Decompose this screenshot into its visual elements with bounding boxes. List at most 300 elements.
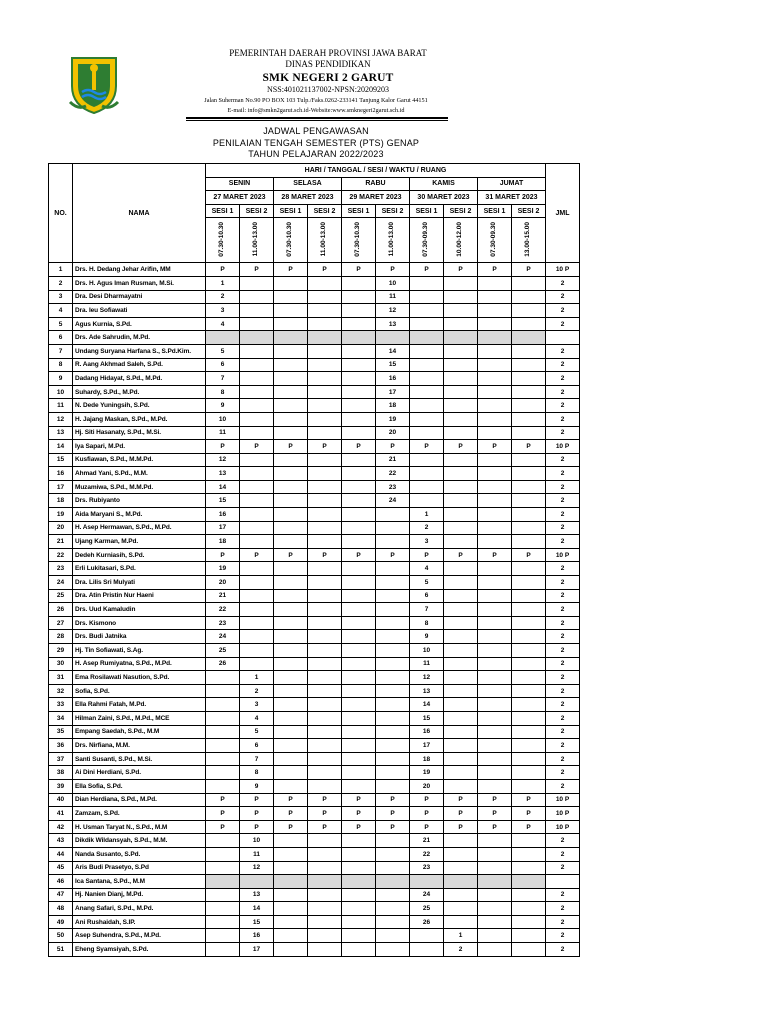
row-number: 11 <box>49 399 73 413</box>
session-cell <box>240 508 274 522</box>
session-cell <box>512 834 546 848</box>
session-cell <box>444 304 478 318</box>
session-cell <box>342 888 376 902</box>
time-label: 07.30-10.30 <box>218 222 226 257</box>
session-cell <box>512 725 546 739</box>
jawa-barat-emblem-icon <box>68 56 120 114</box>
letterhead-rule-thin <box>186 120 448 121</box>
table-row <box>49 453 580 467</box>
session-cell <box>206 875 240 889</box>
session-cell <box>342 616 376 630</box>
session-cell <box>376 847 410 861</box>
title-line-3: TAHUN PELAJARAN 2022/2023 <box>248 149 384 160</box>
session-cell <box>274 698 308 712</box>
session-header: SESI 2 <box>308 204 342 218</box>
session-cell <box>274 834 308 848</box>
session-cell: 25 <box>410 902 444 916</box>
total-cell: 2 <box>546 399 580 413</box>
session-cell: 7 <box>206 372 240 386</box>
session-cell <box>478 344 512 358</box>
session-cell <box>308 385 342 399</box>
session-cell: P <box>444 807 478 821</box>
session-cell: 12 <box>206 453 240 467</box>
session-cell <box>478 331 512 345</box>
session-cell: P <box>444 263 478 277</box>
session-cell <box>240 276 274 290</box>
session-cell <box>478 657 512 671</box>
session-cell: 14 <box>376 344 410 358</box>
supervisor-name: Kusfiawan, S.Pd., M.M.Pd. <box>73 453 206 467</box>
session-cell <box>308 358 342 372</box>
session-cell <box>444 847 478 861</box>
table-row <box>49 412 580 426</box>
session-cell <box>342 902 376 916</box>
session-cell: 2 <box>206 290 240 304</box>
session-cell <box>240 372 274 386</box>
session-cell <box>274 562 308 576</box>
session-cell: 7 <box>410 603 444 617</box>
session-cell: 12 <box>376 304 410 318</box>
time-label: 07.30-10.30 <box>286 222 294 257</box>
session-cell <box>478 603 512 617</box>
session-cell: P <box>240 807 274 821</box>
session-cell <box>308 276 342 290</box>
row-number: 4 <box>49 304 73 318</box>
session-cell <box>240 875 274 889</box>
session-cell <box>308 875 342 889</box>
row-number: 33 <box>49 698 73 712</box>
session-cell <box>342 779 376 793</box>
session-cell <box>512 779 546 793</box>
table-row <box>49 725 580 739</box>
session-cell: 24 <box>206 630 240 644</box>
table-row <box>49 508 580 522</box>
total-cell: 2 <box>546 521 580 535</box>
session-cell <box>512 888 546 902</box>
session-cell <box>376 562 410 576</box>
session-cell <box>342 725 376 739</box>
row-number: 38 <box>49 766 73 780</box>
row-number: 28 <box>49 630 73 644</box>
session-cell <box>342 752 376 766</box>
session-cell <box>342 344 376 358</box>
total-cell: 2 <box>546 929 580 943</box>
supervisor-name: Dadang Hidayat, S.Pd., M.Pd. <box>73 372 206 386</box>
time-header <box>206 218 240 263</box>
session-cell <box>308 671 342 685</box>
session-cell <box>308 725 342 739</box>
session-cell <box>512 385 546 399</box>
total-cell: 2 <box>546 861 580 875</box>
session-header: SESI 1 <box>206 204 240 218</box>
session-cell: 11 <box>376 290 410 304</box>
session-cell: 16 <box>240 929 274 943</box>
session-cell <box>478 426 512 440</box>
day-header: RABU <box>342 177 410 191</box>
session-cell: P <box>512 263 546 277</box>
session-cell <box>206 888 240 902</box>
table-row <box>49 902 580 916</box>
session-cell: P <box>308 548 342 562</box>
session-cell <box>240 603 274 617</box>
supervisor-name: Zamzam, S.Pd. <box>73 807 206 821</box>
time-label: 07.30-10.30 <box>354 222 362 257</box>
supervisor-name: Aris Budi Prasetyo, S.Pd <box>73 861 206 875</box>
total-cell: 2 <box>546 535 580 549</box>
time-header <box>274 218 308 263</box>
session-header: SESI 2 <box>512 204 546 218</box>
row-number: 22 <box>49 548 73 562</box>
session-cell: 13 <box>410 684 444 698</box>
session-cell <box>376 711 410 725</box>
session-cell <box>410 412 444 426</box>
row-number: 24 <box>49 576 73 590</box>
session-cell <box>478 875 512 889</box>
session-cell <box>478 861 512 875</box>
session-cell: P <box>274 807 308 821</box>
session-cell: 10 <box>376 276 410 290</box>
session-cell <box>444 616 478 630</box>
supervisor-name: Hilman Zaini, S.Pd., M.Pd., MCE <box>73 711 206 725</box>
session-cell <box>376 834 410 848</box>
session-cell <box>376 331 410 345</box>
row-number: 25 <box>49 589 73 603</box>
session-cell <box>342 576 376 590</box>
session-cell <box>342 358 376 372</box>
session-cell <box>274 779 308 793</box>
row-number: 42 <box>49 820 73 834</box>
total-cell: 2 <box>546 412 580 426</box>
row-number: 16 <box>49 467 73 481</box>
total-cell: 2 <box>546 304 580 318</box>
session-cell <box>478 412 512 426</box>
session-cell <box>308 344 342 358</box>
session-cell <box>478 698 512 712</box>
time-label: 11.00-13.00 <box>388 222 396 257</box>
session-cell: P <box>206 807 240 821</box>
session-cell: 18 <box>410 752 444 766</box>
session-cell <box>308 480 342 494</box>
session-cell: P <box>376 548 410 562</box>
session-cell <box>444 521 478 535</box>
table-row <box>49 752 580 766</box>
time-label: 11.00-13.00 <box>320 222 328 257</box>
session-cell <box>444 657 478 671</box>
supervisor-name: Agus Kurnia, S.Pd. <box>73 317 206 331</box>
table-row <box>49 317 580 331</box>
session-cell: P <box>478 793 512 807</box>
session-cell <box>376 521 410 535</box>
session-cell <box>478 915 512 929</box>
session-cell <box>342 562 376 576</box>
session-cell <box>444 766 478 780</box>
supervisor-name: Santi Susanti, S.Pd., M.Si. <box>73 752 206 766</box>
total-cell: 2 <box>546 943 580 957</box>
session-cell <box>478 385 512 399</box>
time-header <box>512 218 546 263</box>
title-line-1: JADWAL PENGAWASAN <box>263 126 369 136</box>
row-number: 20 <box>49 521 73 535</box>
total-cell: 2 <box>546 603 580 617</box>
session-cell <box>376 576 410 590</box>
session-cell: 5 <box>410 576 444 590</box>
session-cell: P <box>308 440 342 454</box>
session-header: SESI 2 <box>444 204 478 218</box>
session-cell: 2 <box>410 521 444 535</box>
session-cell <box>206 779 240 793</box>
session-cell: 15 <box>240 915 274 929</box>
session-cell <box>342 603 376 617</box>
session-cell <box>240 304 274 318</box>
date-header: 30 MARET 2023 <box>410 191 478 205</box>
session-cell <box>444 562 478 576</box>
table-row <box>49 779 580 793</box>
session-cell: 26 <box>410 915 444 929</box>
time-header <box>308 218 342 263</box>
supervisor-name: Ujang Karman, M.Pd. <box>73 535 206 549</box>
table-row <box>49 684 580 698</box>
supervisor-name: Dikdik Wildansyah, S.Pd., M.M. <box>73 834 206 848</box>
session-cell: 8 <box>410 616 444 630</box>
session-cell <box>478 562 512 576</box>
session-cell <box>342 657 376 671</box>
total-cell: 10 P <box>546 807 580 821</box>
session-cell <box>308 711 342 725</box>
session-cell <box>308 453 342 467</box>
session-cell <box>308 888 342 902</box>
session-cell <box>478 480 512 494</box>
session-cell: 10 <box>206 412 240 426</box>
table-row <box>49 603 580 617</box>
table-row <box>49 290 580 304</box>
session-cell <box>444 426 478 440</box>
session-cell <box>274 535 308 549</box>
address-line: Jalan Suherman No.90 PO BOX 103 Tulp./Faks.0262-233141 Tanjung Kalor Garut 44151 <box>204 97 428 104</box>
session-cell <box>240 644 274 658</box>
supervisor-name: H. Jajang Maskan, S.Pd., M.Pd. <box>73 412 206 426</box>
session-cell: 8 <box>240 766 274 780</box>
row-number: 29 <box>49 644 73 658</box>
session-header: SESI 2 <box>376 204 410 218</box>
supervisor-name: Drs. Kismono <box>73 616 206 630</box>
session-cell <box>342 290 376 304</box>
session-cell <box>444 888 478 902</box>
supervisor-name: Drs. Ade Sahrudin, M.Pd. <box>73 331 206 345</box>
total-cell: 2 <box>546 684 580 698</box>
session-cell: P <box>240 440 274 454</box>
session-cell: P <box>308 820 342 834</box>
time-header <box>410 218 444 263</box>
gov-name: PEMERINTAH DAERAH PROVINSI JAWA BARAT <box>229 48 427 58</box>
session-cell <box>308 521 342 535</box>
session-cell <box>376 508 410 522</box>
session-cell: 23 <box>410 861 444 875</box>
session-cell <box>240 535 274 549</box>
session-cell <box>342 943 376 957</box>
session-cell <box>512 698 546 712</box>
session-cell: 13 <box>240 888 274 902</box>
session-cell <box>444 684 478 698</box>
session-cell <box>308 834 342 848</box>
session-cell <box>274 467 308 481</box>
session-cell <box>240 385 274 399</box>
session-cell: 6 <box>410 589 444 603</box>
supervisor-name: Ella Rahmi Fatah, M.Pd. <box>73 698 206 712</box>
supervisor-name: Muzamiwa, S.Pd., M.M.Pd. <box>73 480 206 494</box>
total-cell: 2 <box>546 752 580 766</box>
row-number: 40 <box>49 793 73 807</box>
session-cell: 2 <box>240 684 274 698</box>
session-cell <box>410 358 444 372</box>
session-cell <box>512 290 546 304</box>
session-cell: 24 <box>376 494 410 508</box>
session-cell <box>274 657 308 671</box>
table-row <box>49 820 580 834</box>
total-cell: 2 <box>546 453 580 467</box>
session-cell <box>478 766 512 780</box>
supervisor-name: Ahmad Yani, S.Pd., M.M. <box>73 467 206 481</box>
session-cell <box>206 766 240 780</box>
row-number: 26 <box>49 603 73 617</box>
total-cell: 2 <box>546 494 580 508</box>
session-cell <box>376 915 410 929</box>
session-cell <box>478 521 512 535</box>
session-cell <box>274 902 308 916</box>
session-cell <box>512 304 546 318</box>
session-cell <box>274 725 308 739</box>
session-cell: 6 <box>206 358 240 372</box>
row-number: 9 <box>49 372 73 386</box>
title-line-2: PENILAIAN TENGAH SEMESTER (PTS) GENAP <box>212 137 420 148</box>
supervisor-name: Drs. H. Agus Iman Rusman, M.Si. <box>73 276 206 290</box>
session-cell: 16 <box>410 725 444 739</box>
row-number: 18 <box>49 494 73 508</box>
session-cell <box>410 426 444 440</box>
session-cell: 20 <box>376 426 410 440</box>
session-cell: P <box>308 807 342 821</box>
session-cell: 20 <box>206 576 240 590</box>
session-cell <box>274 847 308 861</box>
row-number: 21 <box>49 535 73 549</box>
session-cell: 13 <box>376 317 410 331</box>
session-cell <box>308 304 342 318</box>
supervisor-name: Dedeh Kurniasih, S.Pd. <box>73 548 206 562</box>
session-cell <box>308 929 342 943</box>
supervisor-name: Hj. Nanien Dianj, M.Pd. <box>73 888 206 902</box>
supervisor-name: N. Dede Yuningsih, S.Pd. <box>73 399 206 413</box>
time-header <box>240 218 274 263</box>
table-row <box>49 793 580 807</box>
session-cell <box>444 576 478 590</box>
session-cell <box>410 317 444 331</box>
time-label: 13.00-15.00 <box>524 222 532 257</box>
session-cell: P <box>478 807 512 821</box>
session-cell: P <box>410 263 444 277</box>
session-cell <box>478 372 512 386</box>
total-cell: 2 <box>546 888 580 902</box>
session-cell <box>206 725 240 739</box>
time-header <box>342 218 376 263</box>
total-cell: 2 <box>546 562 580 576</box>
time-header <box>478 218 512 263</box>
session-cell: 3 <box>240 698 274 712</box>
session-header: SESI 1 <box>410 204 444 218</box>
session-cell <box>444 494 478 508</box>
session-cell: 19 <box>206 562 240 576</box>
session-cell <box>444 671 478 685</box>
session-cell <box>444 290 478 304</box>
session-cell <box>308 847 342 861</box>
session-cell <box>376 875 410 889</box>
session-cell <box>342 929 376 943</box>
session-cell: 18 <box>206 535 240 549</box>
session-cell: P <box>342 807 376 821</box>
session-cell <box>308 576 342 590</box>
session-cell <box>274 630 308 644</box>
session-cell <box>478 589 512 603</box>
session-cell <box>206 929 240 943</box>
table-row <box>49 915 580 929</box>
row-number: 35 <box>49 725 73 739</box>
supervisor-name: Dra. Atin Pristin Nur Haeni <box>73 589 206 603</box>
session-cell <box>240 521 274 535</box>
session-cell: 14 <box>240 902 274 916</box>
session-cell <box>206 684 240 698</box>
col-jml-header: JML <box>546 164 580 263</box>
table-row <box>49 535 580 549</box>
table-row <box>49 847 580 861</box>
session-cell <box>308 494 342 508</box>
session-cell <box>512 902 546 916</box>
session-header: SESI 2 <box>240 204 274 218</box>
session-cell: P <box>444 820 478 834</box>
session-cell <box>478 943 512 957</box>
session-cell <box>342 684 376 698</box>
session-cell <box>512 453 546 467</box>
session-cell <box>274 603 308 617</box>
session-cell: 17 <box>376 385 410 399</box>
supervisor-name: H. Asep Hermawan, S.Pd., M.Pd. <box>73 521 206 535</box>
session-cell <box>376 888 410 902</box>
session-cell <box>308 902 342 916</box>
table-row <box>49 263 580 277</box>
session-cell <box>308 684 342 698</box>
session-cell <box>274 644 308 658</box>
session-cell <box>206 943 240 957</box>
session-cell <box>512 276 546 290</box>
session-cell <box>512 589 546 603</box>
session-cell <box>512 480 546 494</box>
session-cell: 9 <box>240 779 274 793</box>
session-cell <box>444 834 478 848</box>
session-cell <box>274 576 308 590</box>
supervisor-name: Erli Lukitasari, S.Pd. <box>73 562 206 576</box>
table-row <box>49 562 580 576</box>
session-cell: P <box>206 548 240 562</box>
session-cell: 1 <box>206 276 240 290</box>
session-cell <box>512 535 546 549</box>
session-cell <box>444 779 478 793</box>
session-cell <box>512 671 546 685</box>
row-number: 6 <box>49 331 73 345</box>
session-cell <box>512 317 546 331</box>
session-cell <box>308 562 342 576</box>
session-cell <box>308 290 342 304</box>
total-cell: 2 <box>546 739 580 753</box>
supervisor-name: Drs. Uud Kamaludin <box>73 603 206 617</box>
total-cell: 2 <box>546 589 580 603</box>
session-cell: P <box>274 263 308 277</box>
